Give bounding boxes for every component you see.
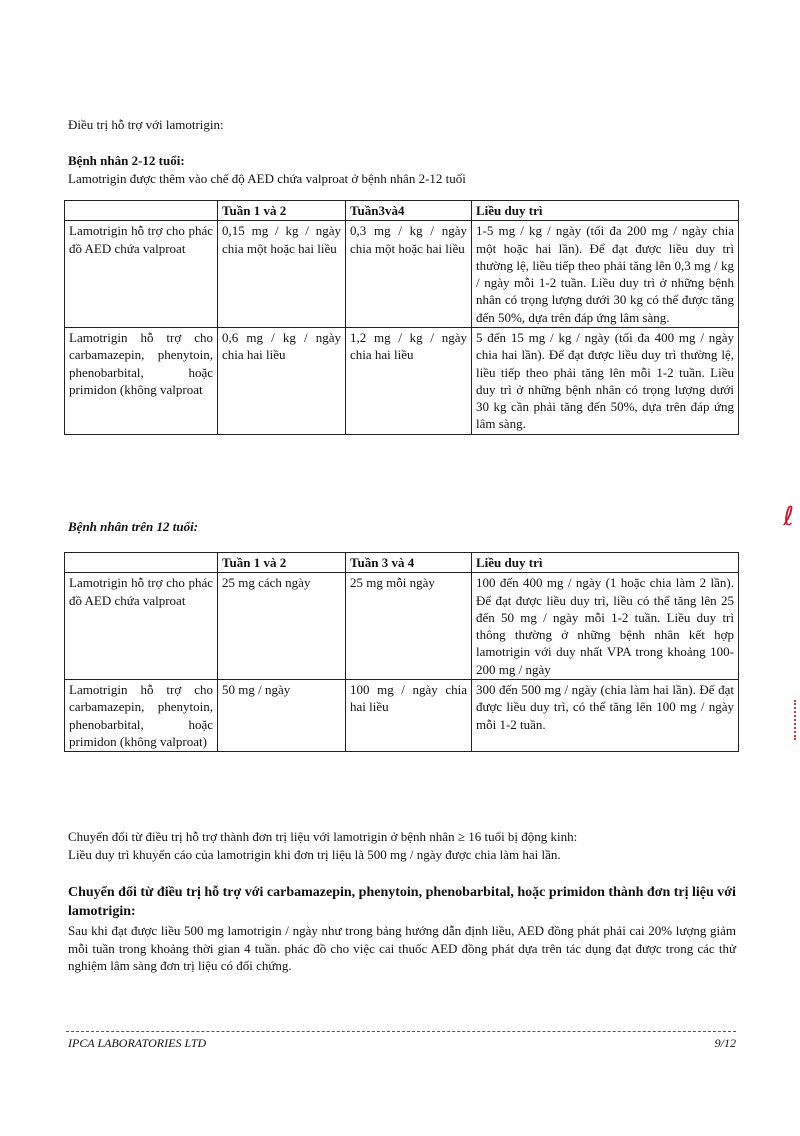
table-header-row bbox=[65, 201, 739, 221]
stamp-edge-mark bbox=[788, 700, 796, 740]
table-cell: 100 mg / ngày chia hai liều bbox=[346, 679, 472, 751]
table-cell: 0,3 mg / kg / ngày chia một hoặc hai liều bbox=[346, 221, 472, 328]
table-cell: 1,2 mg / kg / ngày chia hai liều bbox=[346, 327, 472, 434]
conversion-line-2: Liều duy trì khuyến cáo của lamotrigin khi đơn trị liệu là 500 mg / ngày được chia làm hai lần. bbox=[68, 847, 561, 862]
table-cell: 100 đến 400 mg / ngày (1 hoặc chia làm 2 lần). Để đạt được liều duy trì, liều có thể tăng lên 25 đến 50 mg / ngày mỗi 1-2 tuần. Liều duy trì thông thường ở những bệnh nhân kết hợp lamotrigin với duy nhất VPA trong khoảng 100-200 mg / ngày bbox=[472, 573, 739, 680]
conversion-line-1: Chuyển đổi từ điều trị hỗ trợ thành đơn trị liệu với lamotrigin ở bệnh nhân ≥ 16 tuổi bị động kinh: bbox=[68, 829, 578, 844]
table-cell: 0,15 mg / kg / ngày chia một hoặc hai liều bbox=[218, 221, 346, 328]
table-cell: 25 mg cách ngày bbox=[218, 573, 346, 680]
table-row bbox=[65, 221, 739, 328]
table-cell: Lamotrigin hỗ trợ cho carbamazepin, phenytoin, phenobarbital, hoặc primidon (không valproat) bbox=[65, 679, 218, 751]
header-cell: Tuần 1 và 2 bbox=[218, 201, 346, 221]
header-cell: Tuần 3 và 4 bbox=[346, 553, 472, 573]
header-cell: Liều duy trì bbox=[472, 553, 739, 573]
table-cell: 1-5 mg / kg / ngày (tối đa 200 mg / ngày chia một hoặc hai lần). Để đạt được liều duy trì thường lệ, liều tiếp theo phải tăng lên 0,3 mg / kg / ngày mỗi 1-2 tuần. Liều duy trì ở những bệnh nhân có trọng lượng dưới 30 kg có thể được tăng đến 50%, dựa trên đáp ứng lâm sàng. bbox=[472, 221, 739, 328]
section3-body: Sau khi đạt được liều 500 mg lamotrigin / ngày như trong bảng hướng dẫn định liều, AED đồng phát phải cai 20% lượng giảm mỗi tuần trong khoảng thời gian 4 tuần. phác đồ cho việc cai thuốc AED đồng phát dựa trên tác dụng đạt được trong các thử nghiệm lâm sàng đơn trị liệu có đối chứng. bbox=[68, 923, 736, 974]
footer-divider bbox=[66, 1031, 736, 1032]
table-cell: 50 mg / ngày bbox=[218, 679, 346, 751]
header-cell: Tuần3và4 bbox=[346, 201, 472, 221]
table-cell: 300 đến 500 mg / ngày (chia làm hai lần). Để đạt được liều duy trì, có thể tăng lên 100 mg / ngày mỗi 1-2 tuần. bbox=[472, 679, 739, 751]
section3-heading: Chuyển đổi từ điều trị hỗ trợ với carbamazepin, phenytoin, phenobarbital, hoặc primidon thành đơn trị liệu với lamotrigin: bbox=[68, 885, 736, 919]
table-cell: Lamotrigin hỗ trợ cho phác đồ AED chứa valproat bbox=[65, 573, 218, 680]
dose-table-2-12 bbox=[64, 200, 739, 435]
table-header-row bbox=[65, 553, 739, 573]
table-cell: Lamotrigin hỗ trợ cho phác đồ AED chứa valproat bbox=[65, 221, 218, 328]
header-cell bbox=[65, 553, 218, 573]
header-cell bbox=[65, 201, 218, 221]
signature-mark-icon: ℓ bbox=[783, 502, 794, 532]
table-row bbox=[65, 327, 739, 434]
intro-text: Điều trị hỗ trợ với lamotrigin: bbox=[68, 117, 224, 132]
section2-heading: Bệnh nhân trên 12 tuổi: bbox=[68, 519, 199, 534]
section1-heading: Bệnh nhân 2-12 tuổi: bbox=[68, 153, 185, 168]
table-row bbox=[65, 573, 739, 680]
header-cell: Liều duy trì bbox=[472, 201, 739, 221]
header-cell: Tuần 1 và 2 bbox=[218, 553, 346, 573]
table-cell: 0,6 mg / kg / ngày chia hai liều bbox=[218, 327, 346, 434]
table-cell: 5 đến 15 mg / kg / ngày (tối đa 400 mg / ngày chia hai lần). Để đạt được liều duy trì thường lệ, liều tiếp theo phải tăng lên mỗi 1-2 tuần. Liều duy trì ở những bệnh nhân có trọng lượng dưới 30 kg cần phải tăng đến 50%, dựa trên đáp ứng lâm sàng. bbox=[472, 327, 739, 434]
section1-subheading: Lamotrigin được thêm vào chế độ AED chứa valproat ở bệnh nhân 2-12 tuổi bbox=[68, 171, 466, 186]
dose-table-over-12 bbox=[64, 552, 739, 752]
table-row bbox=[65, 679, 739, 751]
table-cell: 25 mg mỗi ngày bbox=[346, 573, 472, 680]
footer-page-number: 9/12 bbox=[714, 1036, 736, 1050]
table-cell: Lamotrigin hỗ trợ cho carbamazepin, phenytoin, phenobarbital, hoặc primidon (không valproat bbox=[65, 327, 218, 434]
page-footer bbox=[68, 1035, 736, 1051]
footer-company: IPCA LABORATORIES LTD bbox=[68, 1036, 207, 1050]
